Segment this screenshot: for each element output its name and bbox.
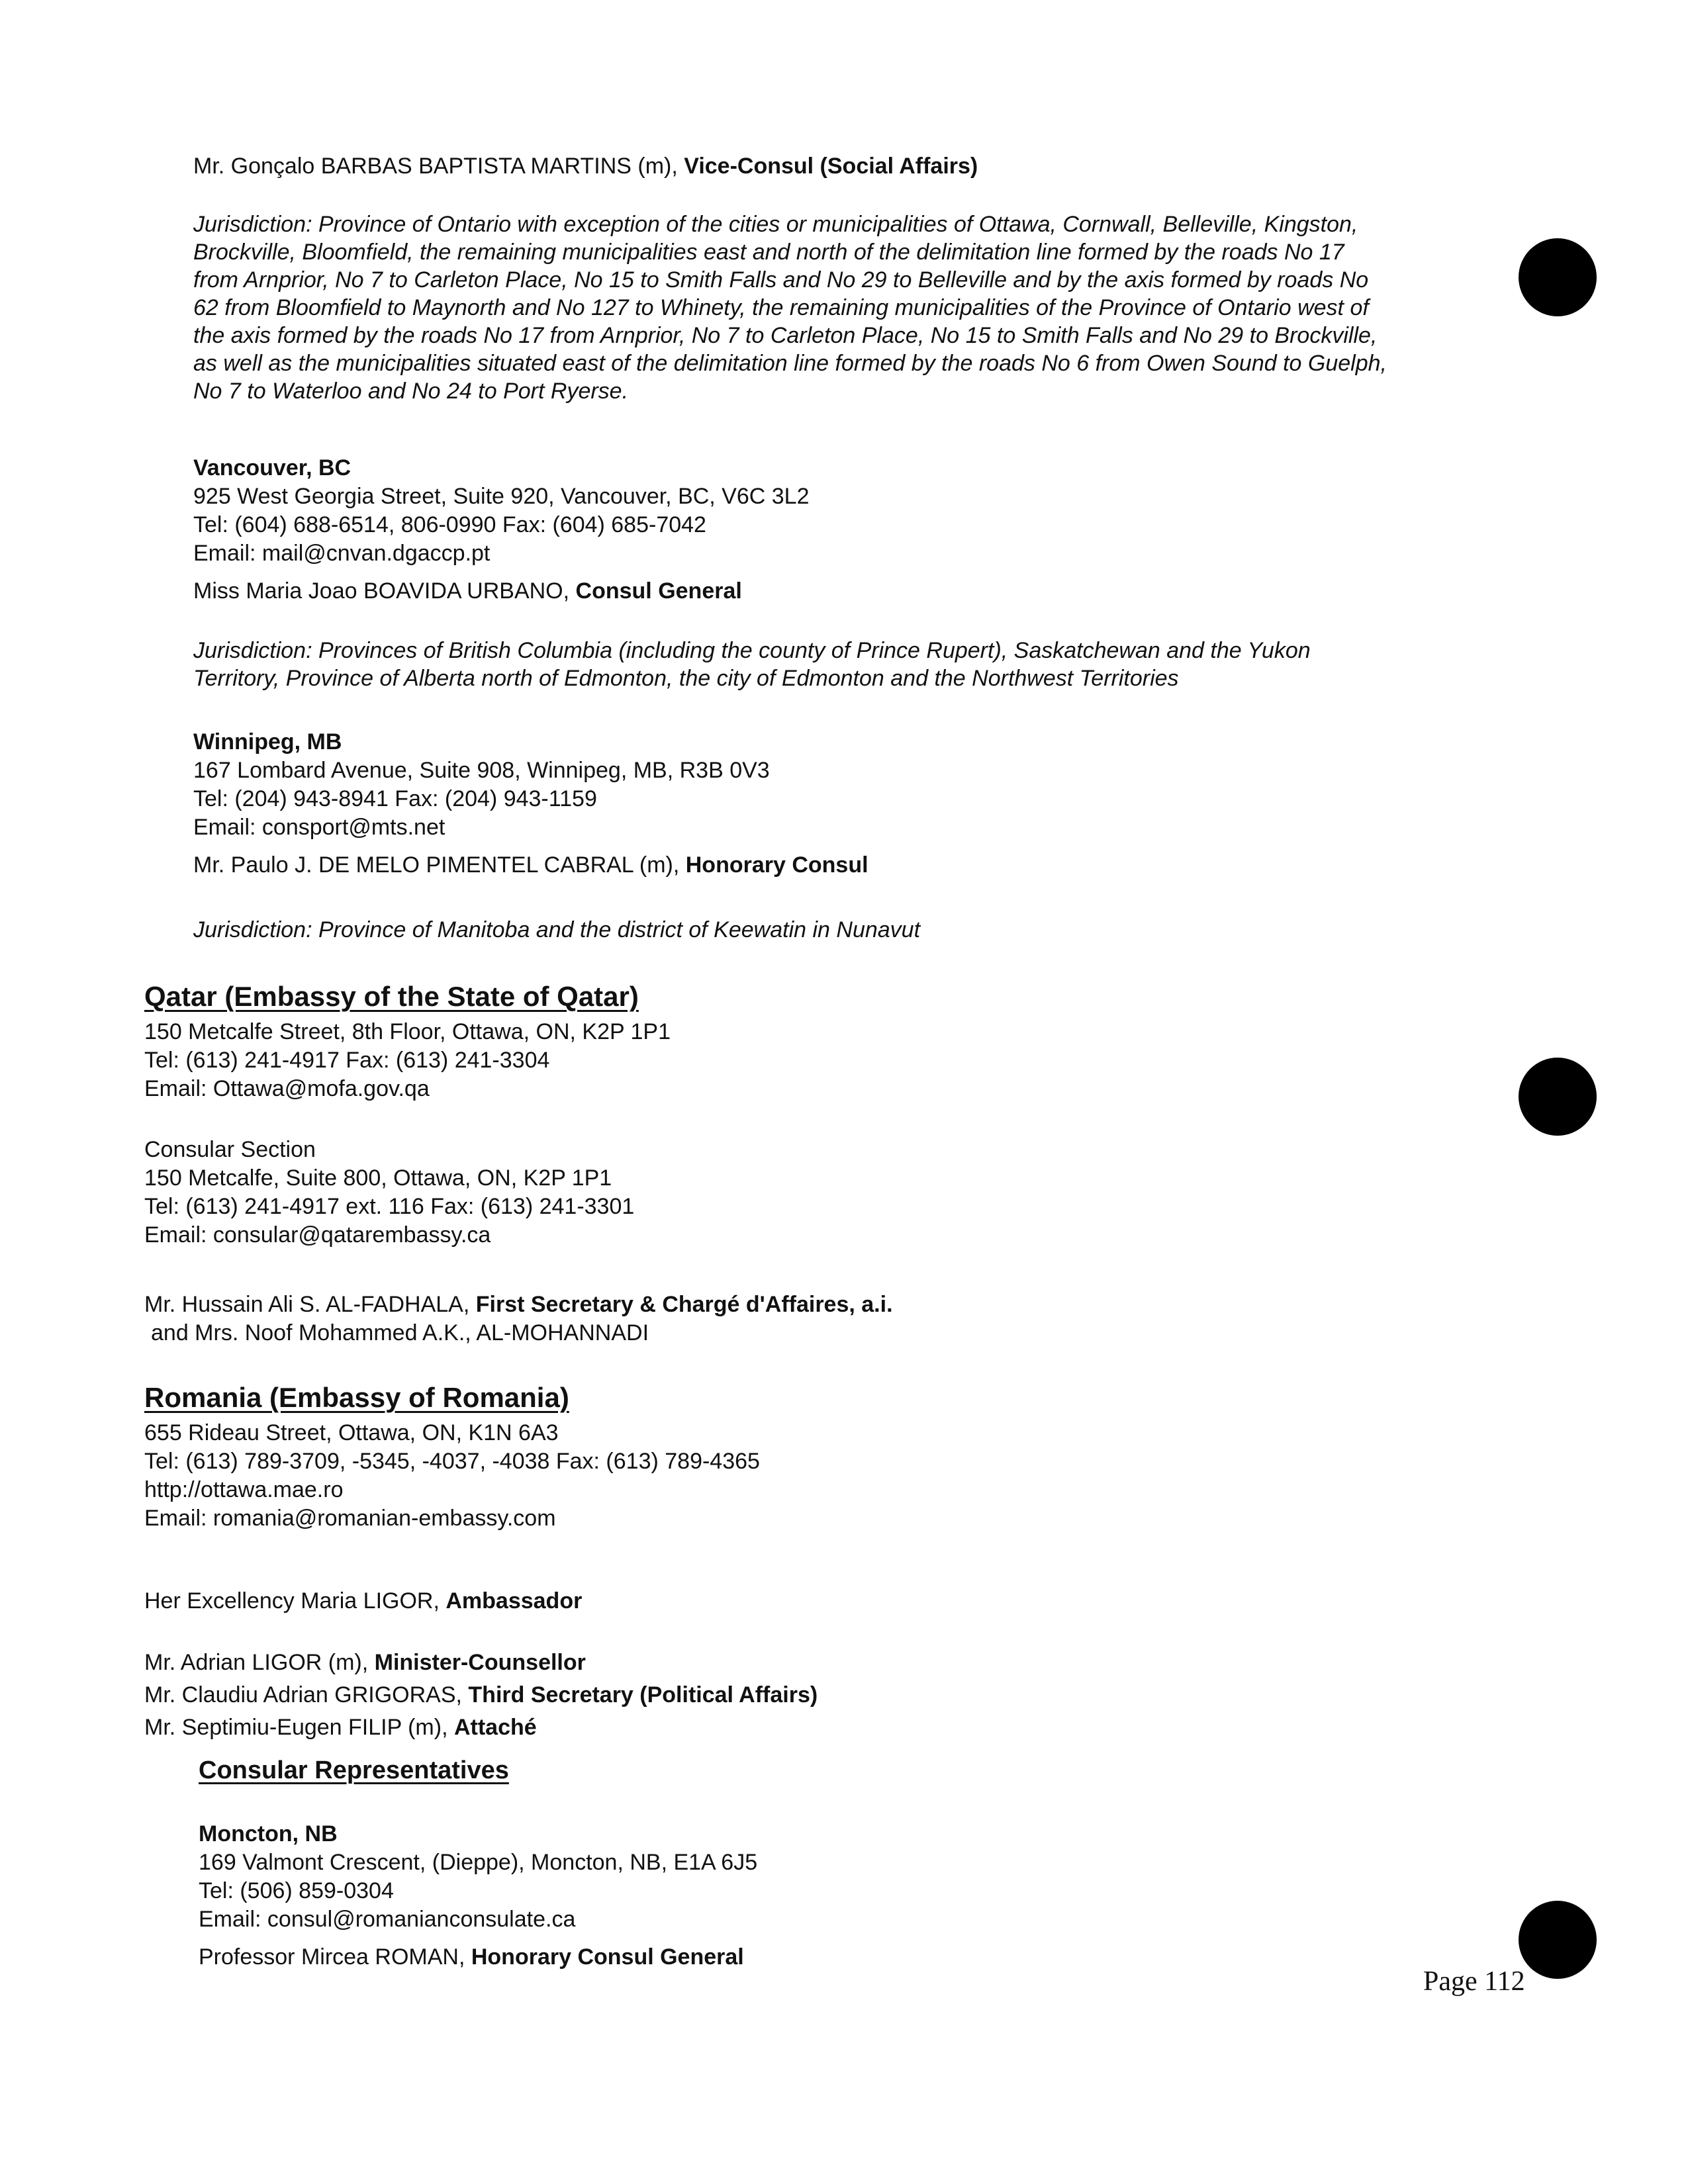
- romania-address: 655 Rideau Street, Ottawa, ON, K1N 6A3: [144, 1420, 559, 1445]
- jurisdiction-line: Province of Ontario with exception of the cities or municipalities of Ottawa, Cornwall, Belleville, Kingston,: [312, 212, 1358, 237]
- jurisdiction-winnipeg: [193, 916, 920, 944]
- winnipeg-email: Email: consport@mts.net: [193, 815, 445, 840]
- romania-ambassador-title: Ambassador: [445, 1588, 583, 1614]
- moncton-person: Professor Mircea ROMAN,: [199, 1944, 471, 1970]
- romania-embassy-block: [144, 1419, 760, 1533]
- jurisdiction-line: 62 from Bloomfield to Maynorth and No 127 to Whinety, the remaining municipalities of the Province of Ontario west of: [193, 295, 1369, 320]
- staff-row: [144, 1679, 818, 1711]
- vice-consul-title: Vice-Consul (Social Affairs): [684, 154, 978, 179]
- jurisdiction-label: Jurisdiction:: [193, 917, 312, 942]
- winnipeg-address: 167 Lombard Avenue, Suite 908, Winnipeg, MB, R3B 0V3: [193, 758, 770, 783]
- jurisdiction-line: as well as the municipalities situated east of the delimitation line formed by the roads No 6 from Owen Sound to Guelph,: [193, 351, 1387, 376]
- qatar-email: Email: Ottawa@mofa.gov.qa: [144, 1076, 430, 1101]
- jurisdiction-vancouver: [193, 637, 1311, 692]
- staff-row: [144, 1711, 818, 1744]
- staff-title: Minister-Counsellor: [374, 1650, 586, 1675]
- winnipeg-city: Winnipeg, MB: [193, 729, 342, 754]
- consular-representatives-heading: Consular Representatives: [199, 1756, 509, 1784]
- vice-consul-line: [193, 152, 978, 181]
- qatar-consular-address: 150 Metcalfe, Suite 800, Ottawa, ON, K2P 1P1: [144, 1165, 612, 1191]
- qatar-address: 150 Metcalfe Street, 8th Floor, Ottawa, ON, K2P 1P1: [144, 1019, 671, 1044]
- moncton-email: Email: consul@romanianconsulate.ca: [199, 1907, 576, 1932]
- romania-heading: Romania (Embassy of Romania): [144, 1382, 569, 1413]
- qatar-person-title: First Secretary & Chargé d'Affaires, a.i.: [475, 1292, 893, 1317]
- winnipeg-block: [193, 728, 868, 880]
- staff-name: Mr. Claudiu Adrian GRIGORAS,: [144, 1682, 469, 1707]
- vice-consul-name: Mr. Gonçalo BARBAS BAPTISTA MARTINS (m),: [193, 154, 684, 179]
- moncton-tel: Tel: (506) 859-0304: [199, 1878, 394, 1903]
- page-number: Page 112: [1423, 1966, 1525, 1997]
- vancouver-block: [193, 454, 810, 606]
- vancouver-address: 925 West Georgia Street, Suite 920, Vancouver, BC, V6C 3L2: [193, 484, 810, 509]
- romania-tel: Tel: (613) 789-3709, -5345, -4037, -4038 Fax: (613) 789-4365: [144, 1449, 760, 1474]
- jurisdiction-line: Provinces of British Columbia (including the county of Prince Rupert), Saskatchewan and the Yukon: [312, 638, 1311, 663]
- qatar-heading: Qatar (Embassy of the State of Qatar): [144, 981, 639, 1012]
- romania-email: Email: romania@romanian-embassy.com: [144, 1506, 556, 1531]
- jurisdiction-line: No 7 to Waterloo and No 24 to Port Ryerse.: [193, 379, 629, 404]
- vancouver-email: Email: mail@cnvan.dgaccp.pt: [193, 541, 491, 566]
- punch-hole-mark: [1519, 1901, 1597, 1979]
- jurisdiction-label: Jurisdiction:: [193, 638, 312, 663]
- jurisdiction-line: from Arnprior, No 7 to Carleton Place, No 15 to Smith Falls and No 29 to Belleville and by the axis formed by roads No: [193, 267, 1369, 293]
- staff-row: [144, 1647, 818, 1679]
- jurisdiction-line: the axis formed by the roads No 17 from Arnprior, No 7 to Carleton Place, No 15 to Smith Falls and No 29 to Brockville,: [193, 323, 1378, 348]
- staff-title: Third Secretary (Political Affairs): [468, 1682, 818, 1707]
- winnipeg-tel: Tel: (204) 943-8941 Fax: (204) 943-1159: [193, 786, 597, 811]
- moncton-address: 169 Valmont Crescent, (Dieppe), Moncton, NB, E1A 6J5: [199, 1850, 758, 1875]
- qatar-staff-block: [144, 1291, 893, 1347]
- qatar-person: Mr. Hussain Ali S. AL-FADHALA,: [144, 1292, 476, 1317]
- vancouver-tel: Tel: (604) 688-6514, 806-0990 Fax: (604) 685-7042: [193, 512, 706, 537]
- winnipeg-person-title: Honorary Consul: [685, 852, 868, 878]
- romania-ambassador: Her Excellency Maria LIGOR,: [144, 1588, 446, 1614]
- jurisdiction-line: Brockville, Bloomfield, the remaining municipalities east and north of the delimitation line formed by the roads No 17: [193, 240, 1344, 265]
- qatar-consular-label: Consular Section: [144, 1137, 316, 1162]
- qatar-consular-email: Email: consular@qatarembassy.ca: [144, 1222, 491, 1248]
- jurisdiction-label: Jurisdiction:: [193, 212, 312, 237]
- moncton-block: [199, 1820, 757, 1972]
- jurisdiction-line: Province of Manitoba and the district of Keewatin in Nunavut: [312, 917, 921, 942]
- moncton-person-title: Honorary Consul General: [471, 1944, 744, 1970]
- qatar-spouse: and Mrs. Noof Mohammed A.K., AL-MOHANNADI: [151, 1320, 649, 1345]
- staff-title: Attaché: [453, 1715, 537, 1740]
- vancouver-person-title: Consul General: [575, 578, 742, 604]
- moncton-city: Moncton, NB: [199, 1821, 338, 1846]
- staff-name: Mr. Septimiu-Eugen FILIP (m),: [144, 1715, 454, 1740]
- qatar-tel: Tel: (613) 241-4917 Fax: (613) 241-3304: [144, 1048, 550, 1073]
- romania-staff-list: [144, 1647, 818, 1744]
- staff-name: Mr. Adrian LIGOR (m),: [144, 1650, 375, 1675]
- vancouver-person: Miss Maria Joao BOAVIDA URBANO,: [193, 578, 576, 604]
- punch-hole-mark: [1519, 1058, 1597, 1136]
- romania-ambassador-line: [144, 1587, 582, 1615]
- vancouver-city: Vancouver, BC: [193, 455, 352, 480]
- winnipeg-person: Mr. Paulo J. DE MELO PIMENTEL CABRAL (m),: [193, 852, 686, 878]
- jurisdiction-ontario: [193, 210, 1387, 405]
- punch-hole-mark: [1519, 238, 1597, 316]
- jurisdiction-line: Territory, Province of Alberta north of Edmonton, the city of Edmonton and the Northwest Territories: [193, 666, 1179, 691]
- qatar-embassy-block: [144, 1018, 671, 1103]
- qatar-consular-tel: Tel: (613) 241-4917 ext. 116 Fax: (613) 241-3301: [144, 1194, 635, 1219]
- romania-web: http://ottawa.mae.ro: [144, 1477, 344, 1502]
- qatar-consular-block: [144, 1136, 634, 1250]
